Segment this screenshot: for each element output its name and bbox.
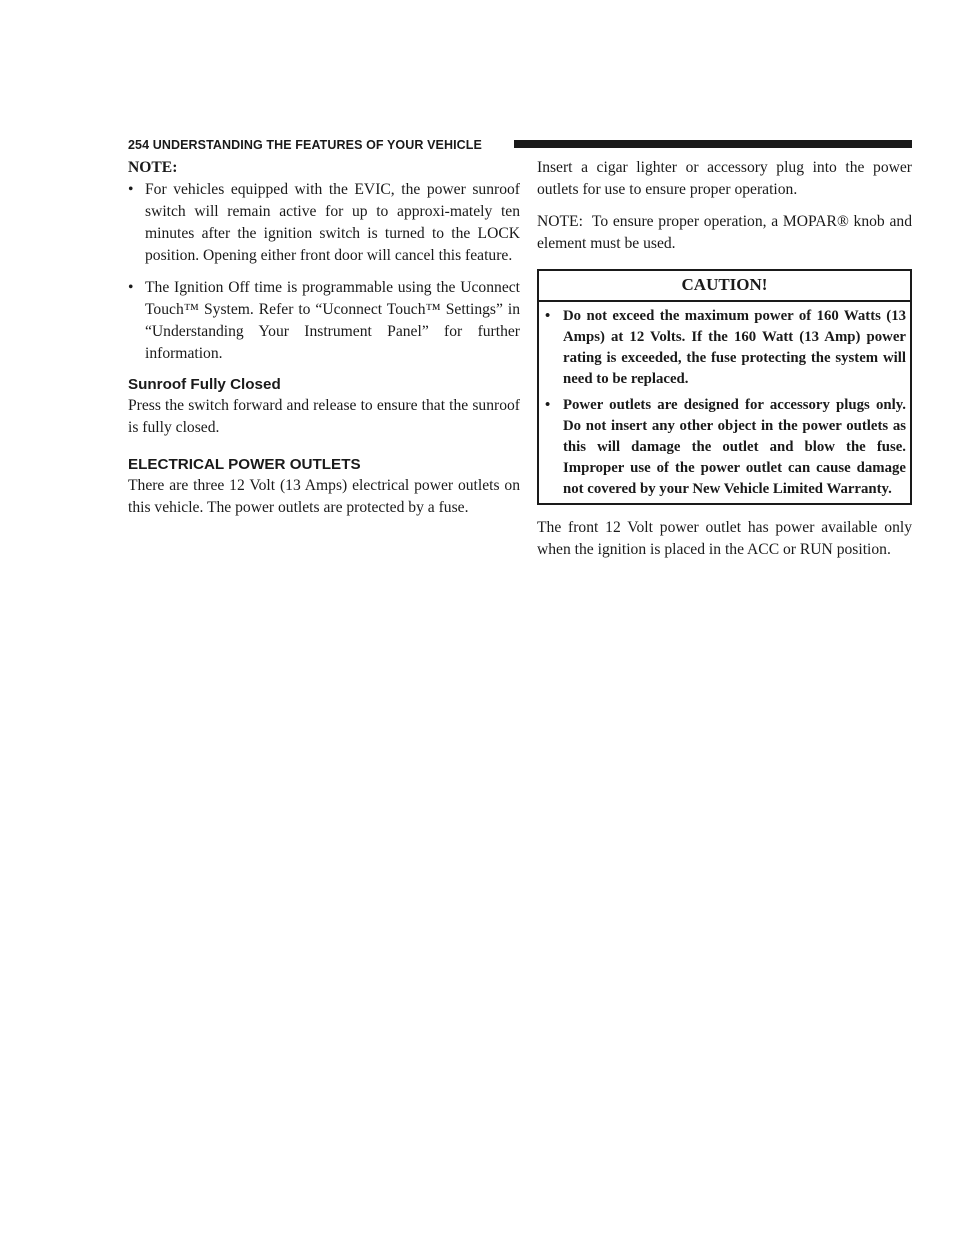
right-column <box>537 157 912 561</box>
page-number-and-section-title: 254 UNDERSTANDING THE FEATURES OF YOUR VEHICLE <box>128 138 482 152</box>
note-label: NOTE: <box>537 213 583 230</box>
note-bullet-text: The Ignition Off time is programmable using the Uconnect Touch™ System. Refer to “Uconnect Touch™ Settings” in “Understanding Your Instrument Panel” for further information. <box>145 279 520 362</box>
note-bullet-item <box>128 277 520 365</box>
bullet-icon: • <box>128 279 134 296</box>
intro-paragraph: Insert a cigar lighter or accessory plug into the power outlets for use to ensure proper operation. <box>537 159 912 198</box>
outlets-paragraph: There are three 12 Volt (13 Amps) electrical power outlets on this vehicle. The power outlets are protected by a fuse. <box>128 477 520 516</box>
header-rule <box>514 140 912 148</box>
bullet-icon: • <box>545 308 551 324</box>
note-paragraph <box>537 211 912 255</box>
sunroof-heading: Sunroof Fully Closed <box>128 376 281 393</box>
caution-box <box>537 269 912 505</box>
sunroof-paragraph: Press the switch forward and release to ensure that the sunroof is fully closed. <box>128 397 520 436</box>
bullet-icon: • <box>545 397 551 413</box>
bullet-icon: • <box>128 181 134 198</box>
left-column <box>128 157 520 519</box>
note-label: NOTE: <box>128 159 178 176</box>
note-bullet-item <box>128 179 520 267</box>
note-bullet-text: For vehicles equipped with the EVIC, the power sunroof switch will remain active for up to approxi-mately ten minutes after the ignition switch is turned to the LOCK position. Opening either front door will cancel this feature. <box>145 181 520 264</box>
note-text: To ensure proper operation, a MOPAR® knob and element must be used. <box>537 213 912 252</box>
page-header <box>128 137 912 155</box>
outlets-heading: ELECTRICAL POWER OUTLETS <box>128 456 361 473</box>
note-bullet-list <box>128 179 520 365</box>
caution-bullet-item <box>539 395 910 500</box>
caution-title: CAUTION! <box>539 271 910 302</box>
closing-paragraph: The front 12 Volt power outlet has power available only when the ignition is placed in the ACC or RUN position. <box>537 519 912 558</box>
caution-bullet-text: Power outlets are designed for accessory plugs only. Do not insert any other object in the power outlets as this will damage the outlet and blow the fuse. Improper use of the power outlet can cause damage not covered by your New Vehicle Limited Warranty. <box>563 397 906 497</box>
caution-bullet-text: Do not exceed the maximum power of 160 Watts (13 Amps) at 12 Volts. If the 160 Watt (13 Amp) power rating is exceeded, the fuse protecting the system will need to be replaced. <box>563 308 906 387</box>
caution-bullet-item <box>539 306 910 390</box>
caution-bullet-list <box>539 302 910 503</box>
